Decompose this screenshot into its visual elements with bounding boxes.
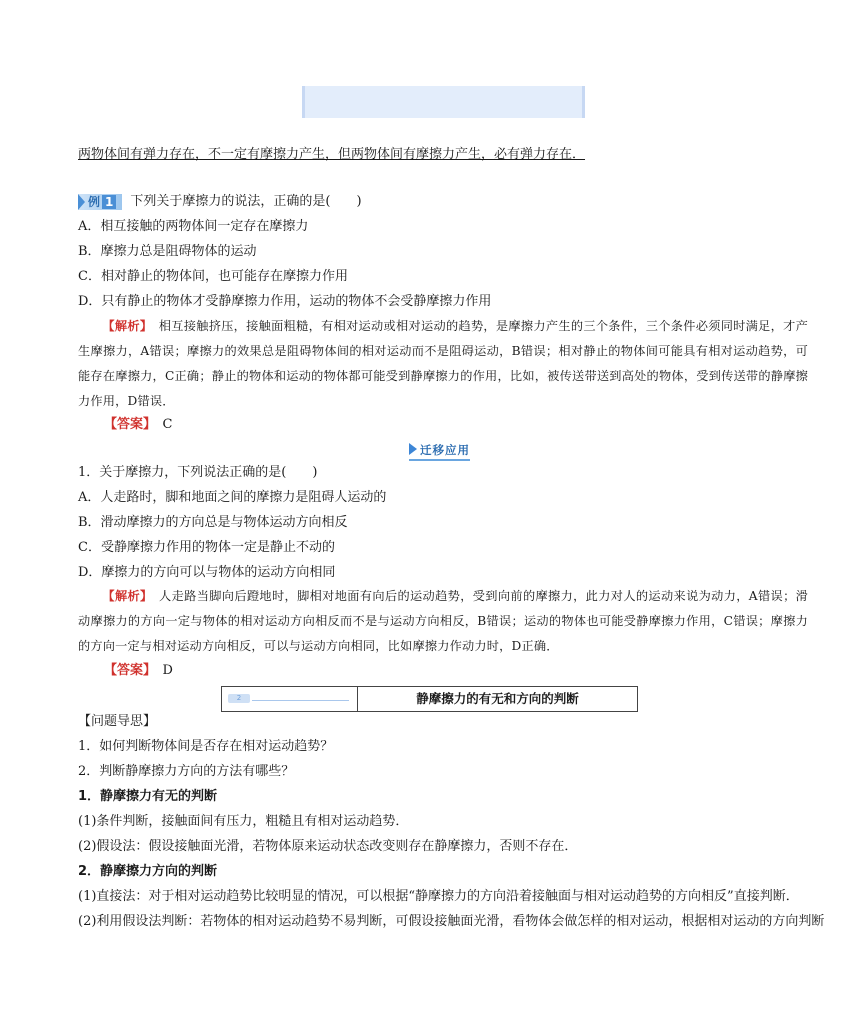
practice-option-a: A．人走路时，脚和地面之间的摩擦力是阻碍人运动的: [78, 490, 387, 505]
point1-item-1: (1)条件判断，接触面间有压力，粗糙且有相对运动趋势．: [78, 814, 409, 829]
section-header: [221, 686, 638, 712]
example-question: [78, 193, 362, 211]
point1-title: 1．静摩擦力有无的判断: [78, 789, 218, 804]
point2-item-1: (1)直接法：对于相对运动趋势比较明显的情况，可以根据“静摩擦力的方向沿着接触面与相对运动趋势的方向相反”直接判断．: [78, 889, 799, 904]
badge-arrow-rule: [252, 700, 349, 701]
example-option-a: A．相互接触的两物体间一定存在摩擦力: [78, 219, 309, 234]
guide-item-2: 2．判断静摩擦力方向的方法有哪些？: [78, 764, 295, 779]
example-question-text: 下列关于摩擦力的说法，正确的是( ): [130, 194, 362, 209]
example-answer: 【答案】 C: [104, 417, 173, 432]
guide-label: 【问题导思】: [78, 714, 157, 729]
practice-option-c: C．受静摩擦力作用的物体一定是静止不动的: [78, 540, 335, 555]
example-tag: 例 1: [78, 194, 122, 210]
example-option-d: D．只有静止的物体才受静摩擦力作用，运动的物体不会受静摩擦力作用: [78, 294, 492, 309]
section-title: 静摩擦力的有无和方向的判断: [416, 691, 579, 706]
section-badge-cell: [222, 687, 358, 711]
practice-option-d: D．摩擦力的方向可以与物体的运动方向相同: [78, 565, 336, 580]
practice-question: 1．关于摩擦力，下列说法正确的是( ): [78, 465, 318, 480]
example-option-b: B．摩擦力总是阻碍物体的运动: [78, 244, 257, 259]
practice-answer: 【答案】 D: [104, 663, 173, 678]
practice-option-b: B．滑动摩擦力的方向总是与物体运动方向相反: [78, 515, 348, 530]
play-arrow-icon: [409, 443, 417, 455]
transfer-application-label: 迁移应用: [409, 442, 470, 461]
example-option-c: C．相对静止的物体间，也可能存在摩擦力作用: [78, 269, 348, 284]
summary-text: 两物体间有弹力存在，不一定有摩擦力产生，但两物体间有摩擦力产生，必有弹力存在．: [78, 147, 586, 162]
example-analysis: 【解析】 相互接触挤压，接触面粗糙，有相对运动或相对运动的趋势，是摩擦力产生的三个条件，三个条件必须同时满足，才产生摩擦力，A错误；摩擦力的效果总是阻碍物体间的相对运动而不是阻碍运动，B错误；相对静止的物体间可能具有相对运动趋势，可能存在摩擦力，C正确；静止的物体和运动的物体都可能受到静摩擦力的作用，比如，被传送带送到高处的物体，受到传送带的静摩擦力作用，D错误．: [78, 319, 809, 408]
point2-item-2: (2)利用假设法判断：若物体的相对运动趋势不易判断，可假设接触面光滑，看物体会做怎样的相对运动，根据相对运动的方向判断: [78, 914, 825, 929]
practice-analysis: 【解析】 人走路当脚向后蹬地时，脚相对地面有向后的运动趋势，受到向前的摩擦力，此力对人的运动来说为动力，A错误；滑动摩擦力的方向一定与物体的相对运动方向相反而不是与运动方向相反，B错误；运动的物体也可能受静摩擦力作用，C错误；摩擦力的方向一定与相对运动方向相反，可以与运动方向相同，比如摩擦力作动力时，D正确．: [78, 589, 809, 653]
section-number-badge: 2: [228, 694, 250, 703]
point1-item-2: (2)假设法：假设接触面光滑，若物体原来运动状态改变则存在静摩擦力，否则不存在．: [78, 839, 578, 854]
header-banner: [302, 86, 585, 118]
point2-title: 2．静摩擦力方向的判断: [78, 864, 218, 879]
guide-item-1: 1．如何判断物体间是否存在相对运动趋势？: [78, 739, 334, 754]
